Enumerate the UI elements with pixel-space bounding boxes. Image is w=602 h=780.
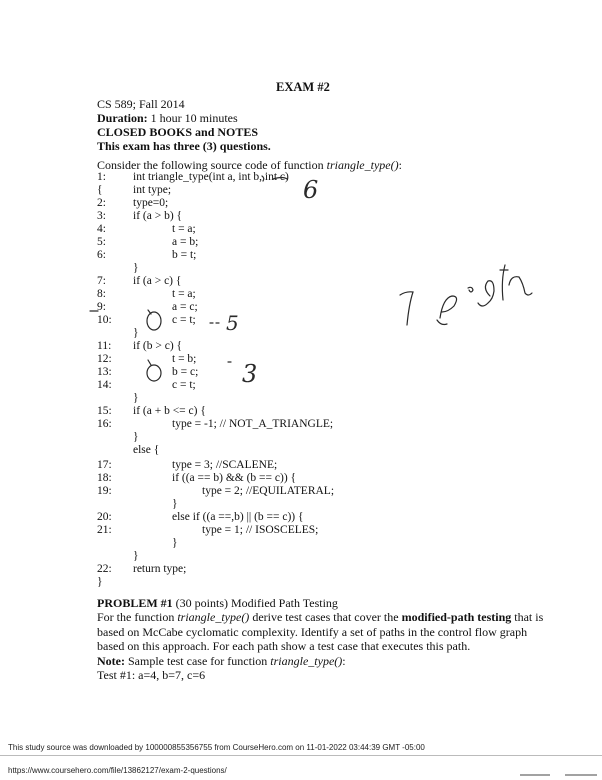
code-line-text: int triangle_type(int a, int b, int c) bbox=[133, 171, 289, 183]
note-text: Sample test case for function bbox=[124, 653, 271, 668]
footer-rule-marks bbox=[520, 773, 600, 777]
code-line-number: 13: bbox=[97, 366, 112, 378]
question-count-line: This exam has three (3) questions. bbox=[97, 139, 271, 153]
code-line-text: c = t; bbox=[172, 379, 196, 391]
code-line-number: 12: bbox=[97, 353, 112, 365]
code-line-number: 11: bbox=[97, 340, 112, 352]
intro-colon: : bbox=[398, 158, 402, 172]
handwritten-three: 3 bbox=[242, 360, 258, 388]
code-line-number: 18: bbox=[97, 472, 112, 484]
code-line-text: a = b; bbox=[172, 236, 199, 248]
note-function-name: triangle_type() bbox=[270, 653, 343, 668]
handwritten-circle-c-line10 bbox=[147, 312, 161, 330]
course-line: CS 589; Fall 2014 bbox=[97, 97, 185, 111]
problem-text-c: that is based on McCabe cyclomatic complexity. Identify a set of paths in the control flow graph based on this approach. For each path show a test case that executes this path. bbox=[97, 610, 544, 654]
problem-description bbox=[97, 610, 547, 653]
note-line bbox=[97, 654, 547, 668]
code-line-number: 22: bbox=[97, 563, 112, 575]
code-line-number: 5: bbox=[97, 236, 106, 248]
code-line-text: else if ((a ==,b) || (b == c)) { bbox=[172, 511, 304, 523]
code-line-number: { bbox=[97, 184, 103, 196]
code-line-text: b = t; bbox=[172, 249, 197, 261]
problem-text-b: derive test cases that cover the bbox=[249, 610, 402, 625]
code-line-text: type=0; bbox=[133, 197, 169, 209]
code-line-number: 16: bbox=[97, 418, 112, 430]
code-line-text: c = t; bbox=[172, 314, 196, 326]
code-line-text: } bbox=[133, 262, 139, 274]
code-line-number: 8: bbox=[97, 288, 106, 300]
code-line-text: } bbox=[133, 392, 139, 404]
code-line-number: 10: bbox=[97, 314, 112, 326]
code-line-text: b = c; bbox=[172, 366, 199, 378]
closed-books-line: CLOSED BOOKS and NOTES bbox=[97, 125, 259, 139]
handwritten-six: 6 bbox=[303, 176, 319, 204]
code-line-number: 1: bbox=[97, 171, 106, 183]
code-line-number: 9: bbox=[97, 301, 106, 313]
problem-points: (30 points) Modified Path Testing bbox=[172, 596, 338, 610]
intro-text: Consider the following source code of function bbox=[97, 158, 327, 172]
code-line-number: 17: bbox=[97, 459, 112, 471]
code-line-number: 19: bbox=[97, 485, 112, 497]
footer-divider bbox=[0, 755, 602, 756]
code-line-text: } bbox=[172, 498, 178, 510]
code-line-text: int type; bbox=[133, 184, 172, 196]
handwritten-t bbox=[500, 265, 508, 300]
problem-1 bbox=[97, 596, 547, 682]
handwritten-h bbox=[509, 277, 532, 295]
code-line-text: t = a; bbox=[172, 223, 196, 235]
code-line-text: t = a; bbox=[172, 288, 196, 300]
code-line-text: a = c; bbox=[172, 301, 198, 313]
problem-text-a: For the function bbox=[97, 610, 178, 625]
code-line-number: 20: bbox=[97, 511, 112, 523]
code-line-text: type = 1; // ISOSCELES; bbox=[202, 524, 319, 536]
handwritten-p bbox=[437, 296, 457, 325]
problem-function-name: triangle_type() bbox=[177, 610, 250, 625]
footer-url: https://www.coursehero.com/file/13862127/exam-2-questions/ bbox=[8, 766, 227, 775]
code-line-number: 14: bbox=[97, 379, 112, 391]
code-line-text: if (a + b <= c) { bbox=[133, 405, 206, 417]
note-colon: : bbox=[342, 653, 346, 668]
code-line-text: } bbox=[133, 431, 139, 443]
code-line-number: 21: bbox=[97, 524, 112, 536]
code-line-text: t = b; bbox=[172, 353, 197, 365]
intro-function-name: triangle_type() bbox=[326, 158, 399, 172]
handwritten-five: 5 bbox=[226, 311, 239, 335]
code-line-number: 2: bbox=[97, 197, 106, 209]
code-line-text: if (a > c) { bbox=[133, 275, 182, 287]
sample-test-case: Test #1: a=4, b=7, c=6 bbox=[97, 668, 206, 683]
handwritten-circle-c-line14 bbox=[147, 365, 161, 381]
code-line-number: } bbox=[97, 576, 103, 588]
code-line-text: return type; bbox=[133, 563, 187, 575]
code-line-number: 15: bbox=[97, 405, 112, 417]
code-line-number: 4: bbox=[97, 223, 106, 235]
code-line-text: } bbox=[133, 550, 139, 562]
duration-line bbox=[97, 111, 238, 126]
code-line-text: if (a > b) { bbox=[133, 210, 183, 222]
code-line-text: if (b > c) { bbox=[133, 340, 183, 352]
problem-heading-line bbox=[97, 596, 547, 610]
footer-source-note: This study source was downloaded by 100000855356755 from CourseHero.com on 11-01-2022 03:44:39 GMT -05:00 bbox=[8, 743, 425, 752]
exam-title: EXAM #2 bbox=[276, 80, 330, 94]
code-line-text: } bbox=[133, 327, 139, 339]
code-line-text: type = 2; //EQUILATERAL; bbox=[202, 485, 335, 497]
duration-value: 1 hour 10 minutes bbox=[147, 111, 238, 125]
duration-label: Duration: bbox=[97, 111, 148, 125]
problem-heading: PROBLEM #1 bbox=[97, 596, 173, 610]
code-line-number: 6: bbox=[97, 249, 106, 261]
handwritten-a bbox=[478, 281, 494, 306]
code-line-number: 7: bbox=[97, 275, 106, 287]
code-line-number: 3: bbox=[97, 210, 106, 222]
handwritten-seven bbox=[400, 292, 413, 325]
code-line-text: type = 3; //SCALENE; bbox=[172, 459, 278, 471]
code-line-text: if ((a == b) && (b == c)) { bbox=[172, 472, 297, 484]
code-line-text: type = -1; // NOT_A_TRIANGLE; bbox=[172, 418, 334, 430]
handwritten-seven-path-text: 7 path bbox=[0, 0, 4, 1]
code-line-text: } bbox=[172, 537, 178, 549]
note-label: Note: bbox=[97, 653, 125, 668]
code-line-text: else { bbox=[133, 444, 160, 456]
modified-path-testing-term: modified-path testing bbox=[401, 610, 512, 625]
